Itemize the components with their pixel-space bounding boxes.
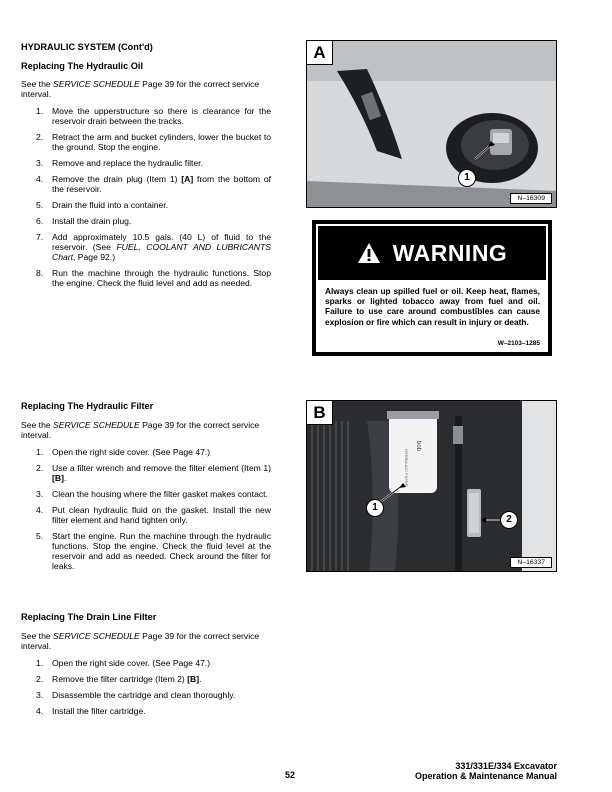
warning-box xyxy=(312,220,552,356)
figure-code: N–16309 xyxy=(510,193,552,204)
list-item: 8. Run the machine through the hydraulic functions. Stop the engine. Check the fluid level and add as needed. xyxy=(36,268,271,288)
warning-banner xyxy=(318,226,546,280)
list-item: 3. Remove and replace the hydraulic filter. xyxy=(36,158,203,168)
fuel-coolant-link[interactable]: FUEL, COOLANT AND LUBRICANTS Chart xyxy=(52,242,271,262)
list-item: 2. Use a filter wrench and remove the filter element (Item 1) [B]. xyxy=(36,463,271,483)
list-item: 4. Install the filter cartridge. xyxy=(36,706,146,716)
warning-title: WARNING xyxy=(392,239,508,266)
list-item: 3. Clean the housing where the filter gasket makes contact. xyxy=(36,489,268,499)
figure-b xyxy=(306,400,557,572)
callout-1: 1 xyxy=(458,169,476,187)
list-item: 1. Move the upperstructure so there is clearance for the reservoir drain between the tracks. xyxy=(36,106,271,126)
warning-code: W–2103–1285 xyxy=(497,340,540,347)
list-item: 5. Drain the fluid into a container. xyxy=(36,200,169,210)
filter-section xyxy=(21,401,271,577)
list-item: 2. Retract the arm and bucket cylinders, lower the bucket to the ground. Stop the engine. xyxy=(36,132,271,152)
list-item: 1. Open the right side cover. (See Page 47.) xyxy=(36,658,211,668)
section-title: HYDRAULIC SYSTEM (Cont'd) xyxy=(21,42,153,52)
model-name: 331/331E/334 Excavator xyxy=(455,761,557,771)
figure-a xyxy=(306,40,557,208)
manual-name: Operation & Maintenance Manual xyxy=(414,771,557,781)
warning-triangle-icon xyxy=(357,242,381,264)
drain-steps xyxy=(21,658,271,716)
reservoir-drain-photo xyxy=(307,41,557,208)
page-number: 52 xyxy=(285,770,296,780)
footer-title xyxy=(415,761,557,781)
list-item: 1. Open the right side cover. (See Page 47.) xyxy=(36,447,211,457)
service-schedule-link[interactable]: SERVICE SCHEDULE xyxy=(53,79,140,89)
callout-1: 1 xyxy=(366,499,384,517)
drain-section xyxy=(21,612,271,722)
oil-intro: See the SERVICE SCHEDULE Page 39 for the correct service interval. xyxy=(21,79,260,99)
oil-steps xyxy=(21,106,271,288)
list-item: 3. Disassemble the cartridge and clean thoroughly. xyxy=(36,690,236,700)
list-item: 2. Remove the filter cartridge (Item 2) [B]. xyxy=(36,674,202,684)
figure-code: N–16337 xyxy=(510,557,552,568)
filter-label-text: HYDRAULIC FILTER xyxy=(404,449,409,487)
service-schedule-link[interactable]: SERVICE SCHEDULE xyxy=(53,631,140,641)
filter-steps xyxy=(21,447,271,571)
figure-tag: A xyxy=(307,41,333,65)
filter-heading: Replacing The Hydraulic Filter xyxy=(21,401,154,411)
filter-brand-text: bob xyxy=(415,441,421,452)
list-item: 4. Put clean hydraulic fluid on the gasket. Install the new filter element and hand tighten only. xyxy=(36,505,271,525)
hydraulic-filter-photo xyxy=(307,401,557,572)
filter-intro: See the SERVICE SCHEDULE Page 39 for the correct service interval. xyxy=(21,420,260,440)
list-item: 7. Add approximately 10.5 gals. (40 L) of fluid to the reservoir. (See FUEL, COOLANT AND LUBRICANTS Chart, Page 92.) xyxy=(36,232,271,262)
drain-intro: See the SERVICE SCHEDULE Page 39 for the correct service interval. xyxy=(21,631,260,651)
oil-section xyxy=(21,42,271,294)
list-item: 5. Start the engine. Run the machine through the hydraulic functions. Stop the engine. Check the fluid level at the reservoir and add as needed. Check around the filter for leaks. xyxy=(36,531,271,571)
oil-heading: Replacing The Hydraulic Oil xyxy=(21,61,144,71)
callout-2: 2 xyxy=(500,511,518,529)
drain-heading: Replacing The Drain Line Filter xyxy=(21,612,157,622)
warning-message: Always clean up spilled fuel or oil. Keep heat, flames, sparks or lighted tobacco away from fuel and oil. Failure to use care around combustibles can cause explosion or fire which can result in injury or death. xyxy=(325,286,540,327)
list-item: 4. Remove the drain plug (Item 1) [A] from the bottom of the reservoir. xyxy=(36,174,271,194)
figure-tag: B xyxy=(307,401,333,425)
service-schedule-link[interactable]: SERVICE SCHEDULE xyxy=(53,420,140,430)
list-item: 6. Install the drain plug. xyxy=(36,216,132,226)
